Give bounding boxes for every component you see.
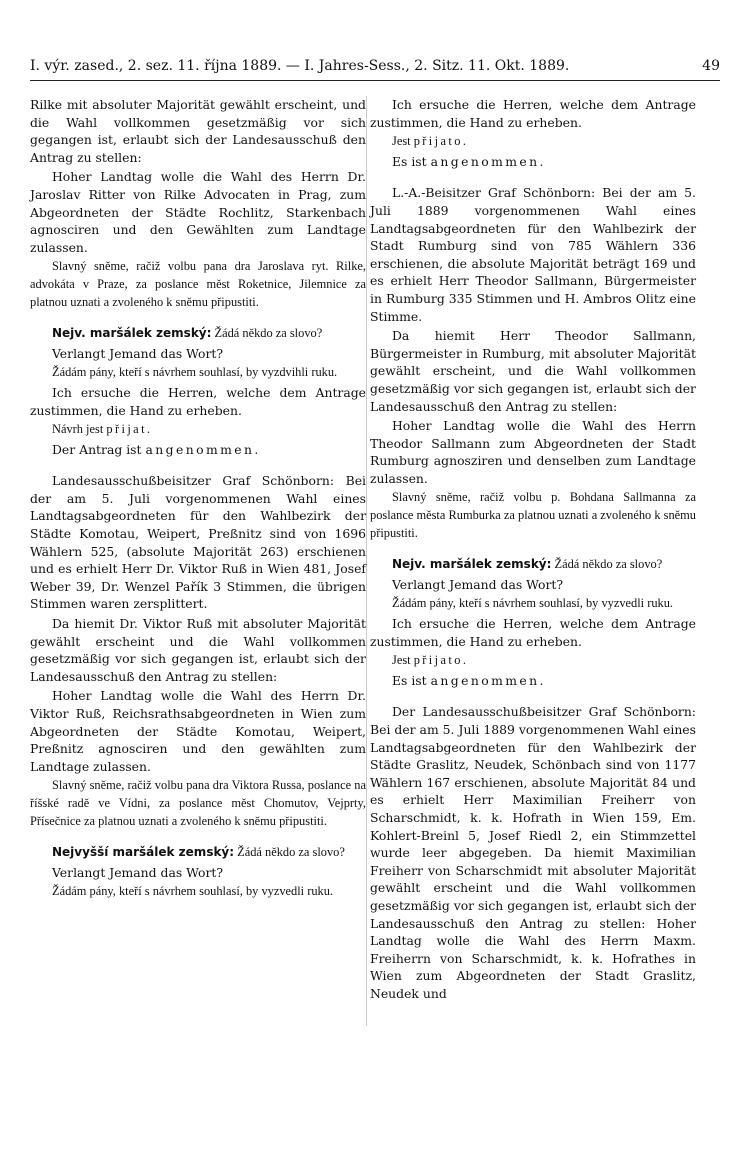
paragraph [370, 595, 696, 613]
paragraph [30, 844, 366, 862]
paragraph-text: Verlangt Jemand das Wort? [392, 576, 564, 592]
paragraph-gap [370, 691, 696, 703]
paragraph-gap [30, 313, 366, 325]
paragraph-text: Žádá někdo za slovo? [211, 326, 323, 341]
paragraph-gap [370, 172, 696, 184]
paragraph-text: Žádá někdo za slovo? [234, 845, 345, 860]
speaker-name: Nejv. maršálek zemský: [52, 326, 212, 341]
paragraph-text: Der Landesausschußbeisitzer Graf Schönborn: Bei der am 5. Juli 1889 vorgenommenen Wahl eines Landtagsabgeordneten für den Wahlbezirk der Städte Graslitz, Neudek, Schönbach sind von 1177 Wählern 167 erschienen, absolute Majorität 84 und es erhielt Herr Maximilian Freiherr von Scharschmidt, k. k. Hofrath in Wien 159, Em. Kohlert-Breinl 5, Josef Riedl 2, ein Stimmzettel wurde leer abgegeben. Da hiemit Maximilian Freiherr von Scharschmidt mit absoluter Majorität gewählt erscheint und die Wahl vollkommen gesetzmäßig vor sich gegangen ist, erlaubt sich der Landesausschuß den Antrag zu stellen: Hoher Landtag wolle die Wahl des Herrn Maxm. Freiherrn von Scharschmidt, k. k. Hofrathes in Wien zum Abgeordneten der Stadt Graslitz, Neudek und [370, 704, 696, 1001]
paragraph [30, 777, 366, 830]
paragraph [370, 184, 696, 325]
paragraph [370, 652, 696, 670]
paragraph-text: Hoher Landtag wolle die Wahl des Herrn Theodor Sallmann zum Abgeordneten der Stadt Rumburg agnosziren und denselben zum Landtage zulassen. [370, 418, 696, 486]
speaker-name: Nejv. maršálek zemský: [392, 557, 552, 572]
paragraph [370, 327, 696, 415]
paragraph-text: Hoher Landtag wolle die Wahl des Herrn Dr. Jaroslav Ritter von Rilke Advocaten in Prag, zum Abgeordneten der Städte Rochlitz, Starkenbach agnosciren und den Gewählten zum Landtage zulassen. [30, 169, 366, 255]
paragraph [30, 421, 366, 439]
paragraph-text: Jest [392, 653, 414, 668]
paragraph-text: Es ist [392, 153, 431, 169]
paragraph [370, 417, 696, 487]
paragraph [370, 672, 696, 690]
paragraph-text: Landesausschußbeisitzer Graf Schönborn: Bei der am 5. Juli vorgenommenen Wahl eines Landtagsabgeordneten für den Wahlbezirk der Städte Komotau, Weipert, Preßnitz sind von 1696 Wählern 525, (absolute Majorität 263) erschienen und es erhielt Herr Dr. Viktor Ruß in Wien 481, Josef Weber 39, Dr. Wenzel Pařík 3 Stimmen, die übrigen Stimmen waren zersplittert. [30, 473, 366, 612]
paragraph-gap [30, 460, 366, 472]
paragraph [30, 441, 366, 459]
spaced-emphasis: angenommen. [145, 441, 261, 457]
paragraph-text: Žádá někdo za slovo? [551, 557, 663, 572]
spaced-emphasis: angenommen. [430, 153, 546, 169]
paragraph-gap [370, 544, 696, 556]
left-column [30, 96, 366, 903]
paragraph [30, 615, 366, 685]
paragraph-text: Slavný sněme, račiž volbu p. Bohdana Sallmanna za poslance města Rumburka za platnou uznati a zvoleného k sněmu připustiti. [370, 490, 696, 540]
paragraph-text: L.-A.-Beisitzer Graf Schönborn: Bei der am 5. Juli 1889 vorgenommenen Wahl eines Landtagsabgeordneten für den Wahlbezirk der Stadt Rumburg sind von 785 Wählern 336 erschienen, die absolute Majorität beträgt 169 und es erhielt Herr Theodor Sallmann, Bürgermeister in Rumburg 335 Stimmen und H. Ambros Olitz eine Stimme. [370, 185, 696, 324]
paragraph-text: Ich ersuche die Herren, welche dem Antrage zustimmen, die Hand zu erheben. [370, 616, 696, 649]
spaced-emphasis: přijato. [413, 134, 469, 149]
paragraph-text: Ich ersuche die Herren, welche dem Antrage zustimmen, die Hand zu erheben. [30, 384, 366, 418]
paragraph-text: Der Antrag ist [52, 441, 146, 457]
paragraph-text: Jest [392, 134, 414, 149]
paragraph [30, 325, 366, 343]
paragraph [370, 96, 696, 131]
page-header [30, 54, 720, 81]
paragraph [370, 556, 696, 574]
paragraph-text: Verlangt Jemand das Wort? [52, 345, 224, 361]
paragraph-text: Žádám pány, kteří s návrhem souhlasí, by vyzvedli ruku. [52, 884, 334, 899]
paragraph-text: Hoher Landtag wolle die Wahl des Herrn Dr. Viktor Ruß, Reichsrathsabgeordneten in Wien zum Abgeordneten der Städte Komotau, Weipert, Preßnitz agnosciren und den gewählten zum Landtage zulassen. [30, 688, 366, 774]
page-number: 49 [702, 58, 720, 74]
paragraph [30, 864, 366, 882]
paragraph-text: Slavný sněme, račiž volbu pana dra Viktora Russa, poslance na říšské radě ve Vídni, za poslance měst Chomutov, Vejprty, Přísečnice za platnou uznati a zvoleného k sněmu připustiti. [30, 778, 366, 828]
paragraph [30, 472, 366, 613]
paragraph-text: Verlangt Jemand das Wort? [52, 864, 224, 880]
paragraph-gap [30, 832, 366, 844]
paragraph-text: Žádám pány, kteří s návrhem souhlasí, by vyzvedli ruku. [392, 596, 674, 611]
paragraph-text: Ich ersuche die Herren, welche dem Antrage zustimmen, die Hand zu erheben. [370, 97, 696, 130]
paragraph [30, 883, 366, 901]
paragraph [30, 687, 366, 775]
paragraph [30, 364, 366, 382]
paragraph [30, 258, 366, 311]
speaker-name: Nejvyšší maršálek zemský: [52, 845, 235, 860]
paragraph [30, 345, 366, 363]
paragraph [370, 153, 696, 171]
spaced-emphasis: přijato. [413, 653, 469, 668]
paragraph [30, 384, 366, 419]
paragraph [30, 168, 366, 256]
paragraph-text: Návrh jest [52, 422, 107, 437]
running-head: I. výr. zased., 2. sez. 11. října 1889. — I. Jahres-Sess., 2. Sitz. 11. Okt. 1889. [30, 58, 570, 74]
spaced-emphasis: angenommen. [430, 672, 546, 688]
paragraph-text: Slavný sněme, račiž volbu pana dra Jaroslava ryt. Rilke, advokáta v Praze, za poslance měst Roketnice, Jilemnice za platnou uznati a zvoleného k sněmu připustiti. [30, 259, 366, 309]
paragraph [370, 615, 696, 650]
paragraph-text: Žádám pány, kteří s návrhem souhlasí, by vyzdvihli ruku. [52, 365, 338, 380]
paragraph [370, 489, 696, 542]
paragraph-text: Da hiemit Herr Theodor Sallmann, Bürgermeister in Rumburg, mit absoluter Majorität gewählt erscheint, und die Wahl vollkommen gesetzmäßig vor sich gegangen ist, erlaubt sich der Landesausschuß den Antrag zu stellen: [370, 328, 696, 414]
right-column [370, 96, 696, 1005]
paragraph [370, 703, 696, 1002]
spaced-emphasis: přijat. [106, 422, 153, 437]
paragraph-text: Es ist [392, 672, 431, 688]
column-divider [366, 96, 367, 1026]
paragraph-text: Rilke mit absoluter Majorität gewählt erscheint, und die Wahl vollkommen gesetzmäßig vor sich gegangen ist, erlaubt sich der Landesausschuß den Antrag zu stellen: [30, 97, 366, 165]
paragraph [370, 576, 696, 594]
paragraph-text: Da hiemit Dr. Viktor Ruß mit absoluter Majorität gewählt erscheint und die Wahl vollkommen gesetzmäßig vor sich gegangen ist, erlaubt sich der Landesausschuß den Antrag zu stellen: [30, 616, 366, 684]
paragraph [370, 133, 696, 151]
paragraph [30, 96, 366, 166]
